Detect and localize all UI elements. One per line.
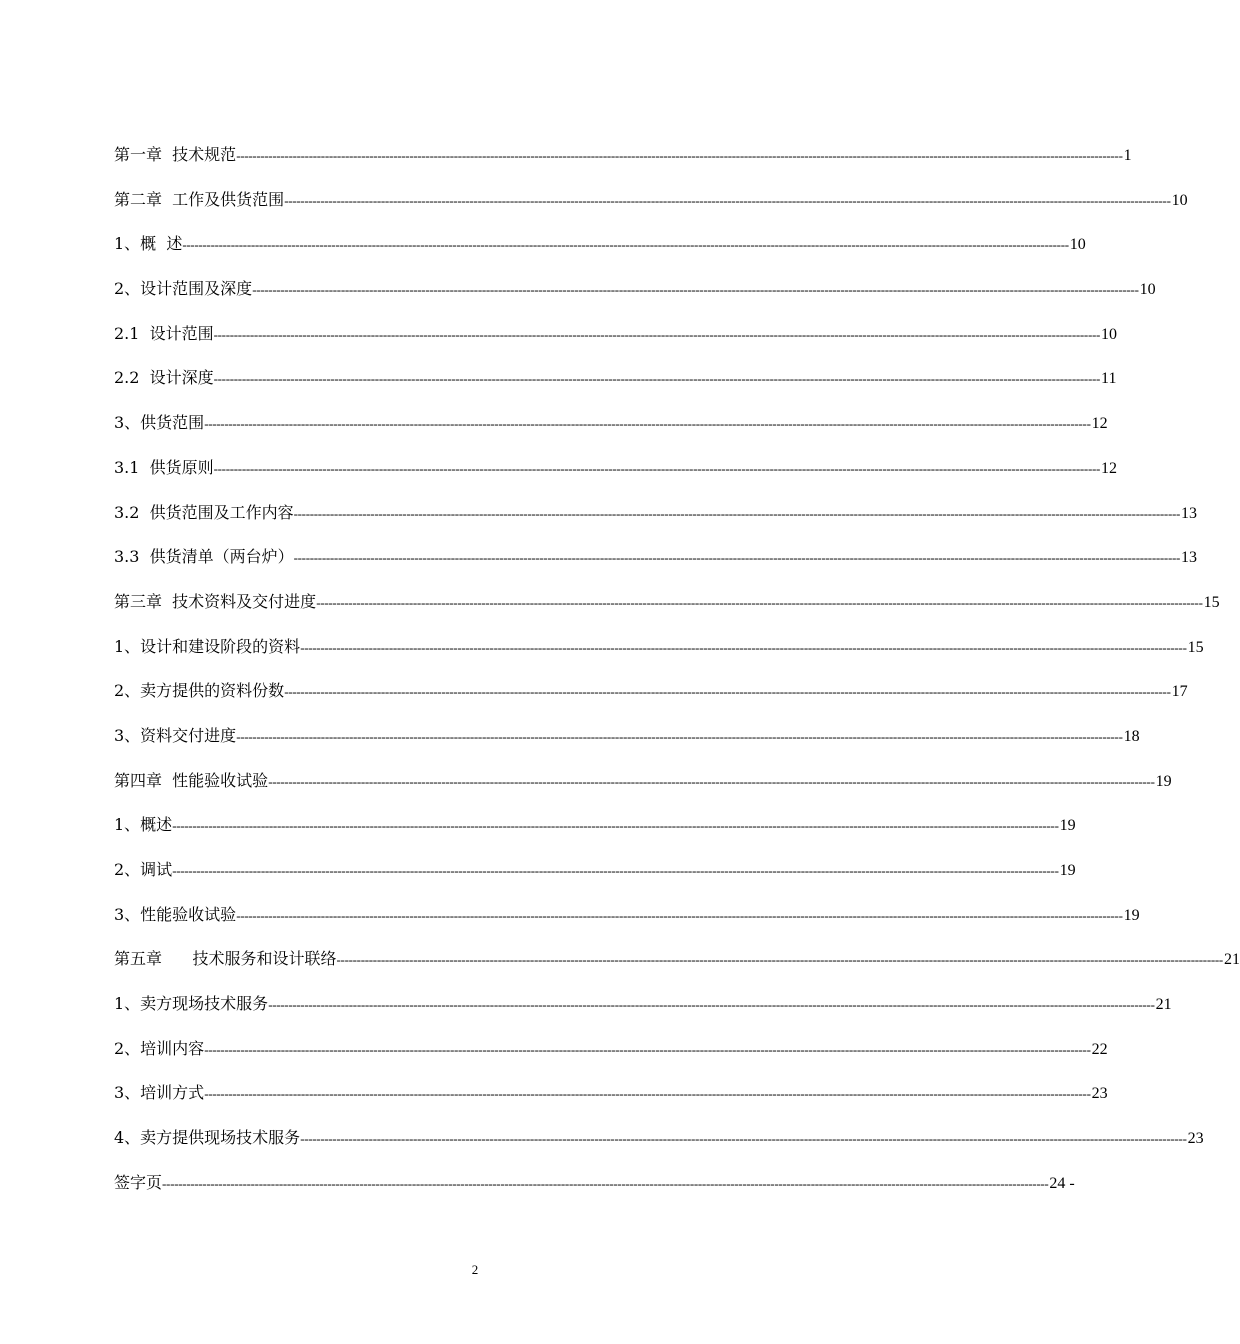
toc-dot-leader: ---------------------------------------------------------------------------------------------------------------------------------------------------------------------------------------------------------------------------- xyxy=(182,237,1069,253)
toc-entry-page: 19 xyxy=(1059,817,1076,835)
toc-dot-leader: ---------------------------------------------------------------------------------------------------------------------------------------------------------------------------------------------------------------------------- xyxy=(236,728,1123,744)
toc-entry[interactable] xyxy=(114,319,1118,364)
toc-entry-label: 2.1 设计范围 xyxy=(114,323,214,343)
toc-entry-label: 3.3 供货清单（两台炉） xyxy=(114,547,294,567)
toc-entry-label: 第五章 技术服务和设计联络 xyxy=(114,949,337,969)
toc-entry-page: 13 xyxy=(1181,549,1198,567)
toc-dot-leader: ---------------------------------------------------------------------------------------------------------------------------------------------------------------------------------------------------------------------------- xyxy=(284,192,1171,208)
toc-entry-label: 第四章 性能验收试验 xyxy=(114,770,269,790)
toc-entry[interactable] xyxy=(114,632,1204,677)
toc-dot-leader: ---------------------------------------------------------------------------------------------------------------------------------------------------------------------------------------------------------------------------- xyxy=(300,639,1187,655)
toc-dot-leader: ---------------------------------------------------------------------------------------------------------------------------------------------------------------------------------------------------------------------------- xyxy=(236,148,1123,163)
toc-entry-label: 第三章 技术资料及交付进度 xyxy=(114,591,317,611)
toc-dot-leader: ---------------------------------------------------------------------------------------------------------------------------------------------------------------------------------------------------------------------------- xyxy=(236,907,1123,923)
toc-entry-page: 21 xyxy=(1155,996,1172,1014)
toc-entry-label: 2、设计范围及深度 xyxy=(114,279,253,299)
toc-entry[interactable] xyxy=(114,408,1108,453)
toc-entry-page: 24 - xyxy=(1049,1174,1075,1192)
toc-entry[interactable] xyxy=(114,498,1198,543)
toc-entry-label: 2.2 设计深度 xyxy=(114,368,214,388)
toc-entry-page: 15 xyxy=(1203,593,1220,611)
toc-entry-label: 1、设计和建设阶段的资料 xyxy=(114,636,301,656)
page-number: 2 xyxy=(471,1262,479,1277)
toc-dot-leader: ---------------------------------------------------------------------------------------------------------------------------------------------------------------------------------------------------------------------------- xyxy=(293,505,1181,521)
toc-entry[interactable] xyxy=(114,542,1198,587)
toc-entry-page: 12 xyxy=(1091,415,1108,433)
toc-entry[interactable] xyxy=(114,363,1117,408)
toc-entry-label: 3.2 供货范围及工作内容 xyxy=(114,502,294,522)
toc-entry[interactable] xyxy=(114,855,1076,900)
toc-entry[interactable] xyxy=(114,140,1132,185)
toc-entry-page: 10 xyxy=(1069,236,1086,254)
toc-entry-page: 1 xyxy=(1123,147,1132,164)
toc-entry[interactable] xyxy=(114,1034,1108,1079)
toc-dot-leader: ---------------------------------------------------------------------------------------------------------------------------------------------------------------------------------------------------------------------------- xyxy=(268,773,1155,789)
toc-entry-page: 21 xyxy=(1223,951,1240,969)
toc-dot-leader: ---------------------------------------------------------------------------------------------------------------------------------------------------------------------------------------------------------------------------- xyxy=(204,416,1091,432)
toc-dot-leader: ---------------------------------------------------------------------------------------------------------------------------------------------------------------------------------------------------------------------------- xyxy=(252,282,1139,298)
toc-entry-page: 12 xyxy=(1101,459,1118,477)
toc-dot-leader: ---------------------------------------------------------------------------------------------------------------------------------------------------------------------------------------------------------------------------- xyxy=(293,550,1181,566)
toc-entry-label: 4、卖方提供现场技术服务 xyxy=(114,1128,301,1148)
toc-entry-label: 1、概 述 xyxy=(114,234,183,254)
toc-dot-leader: ---------------------------------------------------------------------------------------------------------------------------------------------------------------------------------------------------------------------------- xyxy=(213,326,1101,342)
toc-entry[interactable] xyxy=(114,900,1140,945)
toc-entry-label: 3、资料交付进度 xyxy=(114,725,237,745)
toc-dot-leader: ---------------------------------------------------------------------------------------------------------------------------------------------------------------------------------------------------------------------------- xyxy=(284,684,1171,700)
toc-entry-page: 19 xyxy=(1155,772,1172,790)
toc-entry[interactable] xyxy=(114,274,1156,319)
toc-dot-leader: ---------------------------------------------------------------------------------------------------------------------------------------------------------------------------------------------------------------------------- xyxy=(204,1041,1091,1057)
toc-dot-leader: ---------------------------------------------------------------------------------------------------------------------------------------------------------------------------------------------------------------------------- xyxy=(213,460,1101,476)
toc-entry[interactable] xyxy=(114,721,1140,766)
toc-entry-page: 23 xyxy=(1187,1130,1204,1148)
toc-entry[interactable] xyxy=(114,766,1172,811)
toc-entry-label: 1、卖方现场技术服务 xyxy=(114,994,269,1014)
toc-entry-label: 3.1 供货原则 xyxy=(114,457,214,477)
toc-entry-label: 3、供货范围 xyxy=(114,413,205,433)
toc-dot-leader: ---------------------------------------------------------------------------------------------------------------------------------------------------------------------------------------------------------------------------- xyxy=(162,1175,1049,1191)
toc-entry-label: 签字页 xyxy=(114,1172,163,1192)
toc-entry[interactable] xyxy=(114,587,1220,632)
toc-entry[interactable] xyxy=(114,185,1188,230)
toc-entry-page: 10 xyxy=(1101,325,1118,343)
toc-entry[interactable] xyxy=(114,989,1172,1034)
toc-entry-label: 2、调试 xyxy=(114,860,173,879)
toc-entry-page: 11 xyxy=(1101,370,1117,388)
toc-entry[interactable] xyxy=(114,1123,1204,1168)
toc-entry-page: 13 xyxy=(1181,504,1198,522)
toc-dot-leader: ---------------------------------------------------------------------------------------------------------------------------------------------------------------------------------------------------------------------------- xyxy=(268,997,1155,1013)
toc-dot-leader: ---------------------------------------------------------------------------------------------------------------------------------------------------------------------------------------------------------------------------- xyxy=(300,1131,1187,1147)
toc-entry-page: 18 xyxy=(1123,727,1140,745)
toc-entry-page: 19 xyxy=(1123,906,1140,924)
toc-entry[interactable] xyxy=(114,810,1076,855)
toc-entry-page: 22 xyxy=(1091,1040,1108,1058)
toc-entry[interactable] xyxy=(114,1078,1108,1123)
toc-entry[interactable] xyxy=(114,944,1240,989)
toc-entry-label: 2、卖方提供的资料份数 xyxy=(114,681,285,701)
toc-entry-page: 19 xyxy=(1059,862,1076,879)
toc-dot-leader: ---------------------------------------------------------------------------------------------------------------------------------------------------------------------------------------------------------------------------- xyxy=(316,594,1203,610)
toc-dot-leader: ---------------------------------------------------------------------------------------------------------------------------------------------------------------------------------------------------------------------------- xyxy=(204,1086,1091,1102)
toc-entry-label: 3、培训方式 xyxy=(114,1083,205,1103)
toc-dot-leader: ---------------------------------------------------------------------------------------------------------------------------------------------------------------------------------------------------------------------------- xyxy=(172,818,1059,834)
toc-entry-page: 23 xyxy=(1091,1085,1108,1103)
toc-entry[interactable] xyxy=(114,1168,1075,1213)
toc-entry-label: 2、培训内容 xyxy=(114,1038,205,1058)
table-of-contents xyxy=(114,140,1240,1213)
toc-entry-label: 3、性能验收试验 xyxy=(114,904,237,924)
toc-dot-leader: ---------------------------------------------------------------------------------------------------------------------------------------------------------------------------------------------------------------------------- xyxy=(172,863,1059,878)
toc-entry[interactable] xyxy=(114,229,1086,274)
toc-entry-page: 15 xyxy=(1187,638,1204,656)
toc-entry-page: 10 xyxy=(1139,281,1156,299)
toc-entry-label: 第二章 工作及供货范围 xyxy=(114,189,285,209)
toc-entry[interactable] xyxy=(114,453,1118,498)
toc-dot-leader: ---------------------------------------------------------------------------------------------------------------------------------------------------------------------------------------------------------------------------- xyxy=(336,952,1223,968)
toc-entry[interactable] xyxy=(114,676,1188,721)
toc-entry-label: 1、概述 xyxy=(114,815,173,835)
toc-dot-leader: ---------------------------------------------------------------------------------------------------------------------------------------------------------------------------------------------------------------------------- xyxy=(213,371,1101,387)
toc-entry-page: 10 xyxy=(1171,191,1188,209)
toc-entry-label: 第一章 技术规范 xyxy=(114,145,237,164)
toc-entry-page: 17 xyxy=(1171,683,1188,701)
